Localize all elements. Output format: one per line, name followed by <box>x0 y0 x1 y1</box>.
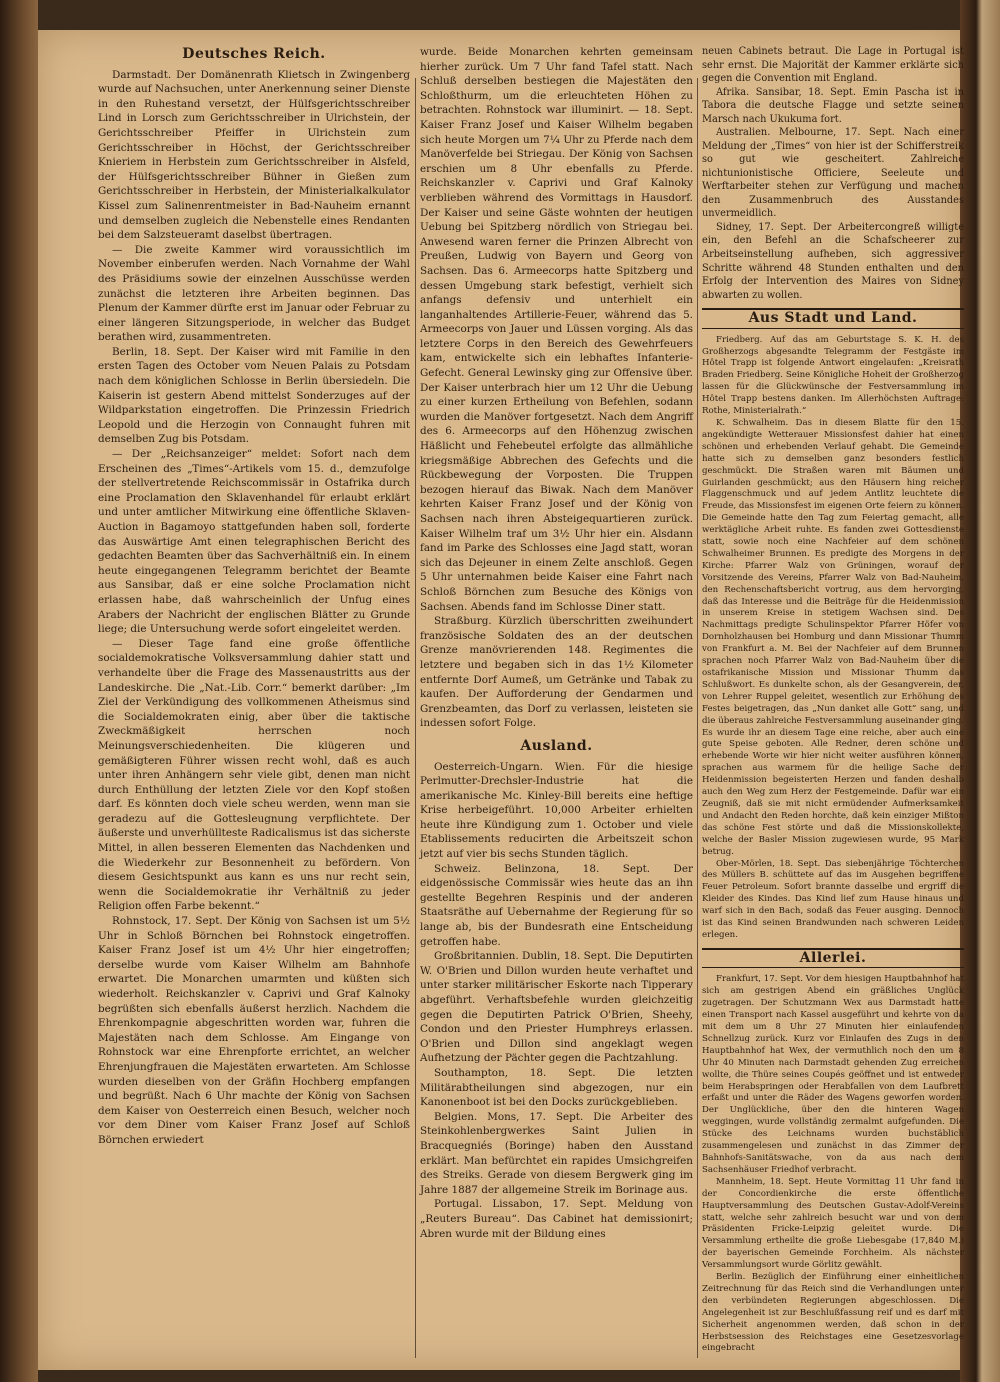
article-paragraph: Afrika. Sansibar, 18. Sept. Emin Pascha ist in Tabora die deutsche Flagge und setzte seinen Marsch nach Ukukuma fort. <box>702 86 964 125</box>
article-paragraph: Mannheim, 18. Sept. Heute Vormittag 11 Uhr fand in der Concordienkirche die erste öffentliche Hauptversammlung des Deutschen Gustav-Adolf-Vereins statt, welche sehr zahlreich besucht war und von dem Präsidenten Fricke-Leipzig geleitet wurde. Die Versammlung ertheilte die große Liebesgabe (17,840 M.) der bayerischen Gemeinde Forchheim. Als nächster Versammlungsort wurde Görlitz gewählt. <box>702 1176 964 1271</box>
article-paragraph: Friedberg. Auf das am Geburtstage S. K. H. des Großherzogs abgesandte Telegramm der Festgäste im Hôtel Trapp ist folgende Antwort eingelaufen: „Kreisrath Braden Friedberg. Seine Königliche Hoheit der Großherzog lassen für die Glückwünsche der Festversammlung im Hôtel Trapp bestens danken. Im Allerhöchsten Auftrage: Rothe, Ministerialrath.“ <box>702 334 964 417</box>
page-edge <box>960 0 1000 1382</box>
column-rule <box>697 78 698 1358</box>
column-2 <box>420 45 693 1241</box>
article-paragraph: K. Schwalheim. Das in diesem Blatte für den 15. angekündigte Wetterauer Missionsfest dahier hat einen schönen und erhebenden Verlauf gehabt. Die Gemeinde hatte sich zu demselben ganz besonders festlich geschmückt. Die Straßen waren mit Bäumen und Guirlanden geschmückt; aus den Häusern hing reicher Flaggenschmuck und auf jedem Antlitz leuchtete die Freude, das Missionsfest im eigenen Orte feiern zu können. Die Gemeinde hatte den Tag zum Feiertag gemacht, alle werktägliche Arbeit ruhte. Es fanden zwei Gottesdienste statt, sowie noch eine Nachfeier auf dem schönen Schwalheimer Brunnen. Es predigte des Morgens in der Kirche: Pfarrer Walz von Grüningen, worauf der Vorsitzende des Vereins, Pfarrer Walz von Bad-Nauheim, den Rechenschaftsbericht vortrug, aus dem hervorging, daß das Interesse und die Beiträge für die Heidenmission in unserem Kreise in stetigem Wachsen sind. Des Nachmittags predigte Schulinspektor Pfarrer Höfer von Dornholzhausen bei Homburg und dann Missionar Thumm von Frankfurt a. M. Bei der Nachfeier auf dem Brunnen sprachen noch Pfarrer Walz von Bad-Nauheim über die ostafrikanische Mission und Missionar Thumm das Schlußwort. Es dunkelte schon, als der Gesangverein, der, von Lehrer Ruppel geleitet, wesentlich zur Erhöhung des Festes beigetragen, das „Nun danket alle Gott“ sang, und die überaus zahlreiche Festversammlung auseinander ging. Es wurde ihr an diesem Tage eine reiche, aber auch eine gute Speise geboten. Alle Redner, deren schöne und erhebende Worte wir hier nicht weiter ausführen können, sprachen aus warmem für die heilige Sache der Heidenmission begeisterten Herzen und fanden deshalb auch den Weg zum Herz der Festgemeinde. Dafür war ein Zeugniß, daß sie mit nicht ermüdender Aufmerksamkeit und Andacht den Reden horchte, daß kein einziger Mißton das schöne Fest störte und daß die Missionskollekte, welche der Basler Mission zugewiesen wurde, 95 Mark betrug. <box>702 417 964 857</box>
heading-allerlei: Allerlei. <box>702 948 964 969</box>
heading-deutsches-reich: Deutsches Reich. <box>182 46 326 62</box>
article-paragraph: wurde. Beide Monarchen kehrten gemeinsam hierher zurück. Um 7 Uhr fand Tafel statt. Nach Schluß derselben bestiegen die Majestäten den Schloßthurm, um die erleuchteten Höhen zu betrachten. Rohnstock war illuminirt. — 18. Sept. Kaiser Franz Josef und Kaiser Wilhelm begaben sich heute Morgen um 7¼ Uhr zu Pferde nach dem Manöverfelde bei Striegau. Der König von Sachsen erschien um 8 Uhr ebenfalls zu Pferde. Reichskanzler v. Caprivi und Graf Kalnoky verblieben während des Vormittags in Hausdorf. Der Kaiser und seine Gäste wohnten der heutigen Uebung bei Spitzberg nördlich von Striegau bei. Anwesend waren ferner die Prinzen Albrecht von Preußen, Ludwig von Bayern und Georg von Sachsen. Das 6. Armeecorps hatte Spitzberg und dessen Umgebung stark befestigt, verhielt sich anfangs defensiv und unterhielt ein langanhaltendes Artillerie-Feuer, während das 5. Armeecorps von Jauer und Lüssen vorging. Als das letztere Corps in den Bereich des Gewehrfeuers kam, entwickelte sich ein lebhaftes Infanterie-Gefecht. General Lewinsky ging zur Offensive über. Der Kaiser unterbrach hier um 12 Uhr die Uebung zu einer kurzen Ertheilung von Befehlen, sodann wurden die Manöver fortgesetzt. Nach dem Angriff des 6. Armeecorps auf den Höhenzug zwischen Häßlicht und Fehebeutel erfolgte das allmähliche kriegsmäßige Abbrechen des Gefechts und die Rückbewegung der Vorposten. Die Truppen bezogen hierauf das Biwak. Nach dem Manöver kehrten Kaiser Franz Josef und der König von Sachsen nach ihren Absteigequartieren zurück. Kaiser Wilhelm traf um 3½ Uhr hier ein. Alsdann fand im Parke des Schlosses eine Jagd statt, woran sich das Dejeuner in einem Zelte anschloß. Gegen 5 Uhr unternahmen beide Kaiser eine Fahrt nach Schloß Börnchen zum Besuche des Königs von Sachsen. Abends fand im Schlosse Diner statt. <box>420 46 693 613</box>
book-spine <box>0 0 38 1382</box>
article-paragraph: — Der „Reichsanzeiger“ meldet: Sofort nach dem Erscheinen des „Times“-Artikels vom 15. d., demzufolge der stellvertretende Reichscommissär in Ostafrika durch eine Proclamation den Sklavenhandel für erlaubt erklärt und unter amtlicher Mitwirkung eine öffentliche Sklaven-Auction in Bagamoyo stattgefunden haben soll, forderte das Auswärtige Amt einen telegraphischen Bericht des gedachten Beamten über das Sachverhältniß ein. In einem heute eingegangenen Telegramm berichtet der Beamte aus Sansibar, daß er eine solche Proclamation nicht erlassen habe, daß wahrscheinlich der Unfug eines Arabers der Nachricht der englischen Blätter zu Grunde liege; die Untersuchung werde sofort eingeleitet werden. <box>98 448 410 636</box>
article-paragraph: Sidney, 17. Sept. Der Arbeitercongreß willigte ein, den Befehl an die Schafscheerer zur Arbeitseinstellung aufheben, sich aggressiver Schritte während 48 Stunden enthalten und den Erfolg der Intervention des Maires von Sidney abwarten zu wollen. <box>702 221 964 301</box>
column-3 <box>702 45 964 1355</box>
article-paragraph: Frankfurt, 17. Sept. Vor dem hiesigen Hauptbahnhof hat sich am gestrigen Abend ein gräßliches Unglück zugetragen. Der Schutzmann Wex aus Darmstadt hatte einen Transport nach Kassel ausgeführt und kehrte von da mit dem um 8 Uhr 27 Minuten hier einlaufenden Schnellzug zurück. Kurz vor Einlaufen des Zugs in den Hauptbahnhof hat Wex, der vermuthlich noch den um 8 Uhr 40 Minuten nach Darmstadt gehenden Zug erreichen wollte, die Thüre seines Coupés geöffnet und ist entweder beim Herabspringen oder Herabfallen von dem Laufbrett erfaßt und unter die Räder des Wagens geworfen worden. Der Unglückliche, über den die hinteren Wagen weggingen, wurde vollständig zermalmt aufgefunden. Die Stücke des Leichnams wurden buchstäblich zusammengelesen und zunächst in das Zimmer der Bahnhofs-Sanitätswache, von da aus nach dem Sachsenhäuser Friedhof verbracht. <box>702 974 964 1175</box>
article-paragraph: Darmstadt. Der Domänenrath Klietsch in Zwingenberg wurde auf Nachsuchen, unter Anerkennung seiner Dienste in den Ruhestand versetzt, der Hülfsgerichtsschreiber Lind in Lorsch zum Gerichtsschreiber in Ulrichstein, der Gerichtsschreiber Pfeiffer in Ulrichstein zum Gerichtsschreiber in Höchst, der Gerichtsschreiber Knieriem in Herbstein zum Gerichtsschreiber in Alsfeld, der Hülfsgerichtsschreiber Bühner in Gießen zum Gerichtsschreiber in Herbstein, der Ministerialkalkulator Kissel zum Salinenrentmeister in Bad-Nauheim ernannt und demselben zugleich die Nebenstelle eines Rendanten bei dem Salzsteueramt daselbst übertragen. <box>98 68 410 242</box>
heading-ausland: Ausland. <box>520 737 593 754</box>
article-paragraph: — Die zweite Kammer wird voraussichtlich im November einberufen werden. Nach Vornahme der Wahl des Präsidiums sowie der einzelnen Ausschüsse werden zunächst die letzteren ihre Arbeiten beginnen. Das Plenum der Kammer dürfte erst im Januar oder Februar zu einer längeren Sitzungsperiode, in welcher das Budget berathen wird, zusammentreten. <box>98 243 410 344</box>
article-paragraph: Belgien. Mons, 17. Sept. Die Arbeiter des Steinkohlenbergwerkes Saint Julien in Bracquegniés (Boringe) haben den Ausstand erklärt. Man befürchtet ein rapides Umsichgreifen des Streiks. Gerade von diesem Bergwerk ging im Jahre 1887 der allgemeine Streik im Borinage aus. <box>420 1110 693 1196</box>
article-paragraph: Schweiz. Belinzona, 18. Sept. Der eidgenössische Commissär wies heute das an ihn gestellte Begehren Respinis und der anderen Staatsräthe auf Uebernahme der Regierung für so lange ab, bis der Bundesrath eine Entscheidung getroffen habe. <box>420 862 693 948</box>
article-paragraph: Großbritannien. Dublin, 18. Sept. Die Deputirten W. O'Brien und Dillon wurden heute verhaftet und unter starker militärischer Eskorte nach Tipperary abgeführt. Verhaftsbefehle wurden gleichzeitig gegen die Deputirten Patrick O'Brien, Sheehy, Condon und den Priester Humphreys erlassen. O'Brien und Dillon sind angeklagt wegen Aufhetzung der Pächter gegen die Pachtzahlung. <box>420 950 693 1065</box>
article-paragraph: Australien. Melbourne, 17. Sept. Nach einer Meldung der „Times“ von hier ist der Schifferstreik so gut wie gescheitert. Zahlreiche nichtunionistische Officiere, Seeleute und Werftarbeiter stehen zur Verfügung und machen den Zusammenbruch des Ausstandes unvermeidlich. <box>702 127 964 220</box>
heading-aus-stadt-und-land: Aus Stadt und Land. <box>702 308 964 329</box>
article-paragraph: Straßburg. Kürzlich überschritten zweihundert französische Soldaten des an der deutschen Grenze manövrierenden 148. Regimentes die letztere und begaben sich in das 1½ Kilometer entfernte Dorf Aumeß, um Getränke und Tabak zu kaufen. Der Aufforderung der Gendarmen und Grenzbeamten, das Dorf zu verlassen, leisteten sie indessen sofort Folge. <box>420 615 693 730</box>
article-paragraph: Berlin. Bezüglich der Einführung einer einheitlichen Zeitrechnung für das Reich sind die Verhandlungen unter den verbündeten Regierungen abgeschlossen. Die Angelegenheit ist zur Beschlußfassung reif und es darf mit Sicherheit angenommen werden, daß schon in der Herbstsession des Reichstages eine Gesetzesvorlage eingebracht <box>702 1272 964 1354</box>
article-paragraph: Oesterreich-Ungarn. Wien. Für die hiesige Perlmutter-Drechsler-Industrie hat die amerikanische Mc. Kinley-Bill bereits eine heftige Krise herbeigeführt. 10,000 Arbeiter erhielten heute ihre Kündigung zum 1. October und viele Etablissements reducirten die Arbeitszeit schon jetzt auf vier bis sechs Stunden täglich. <box>420 760 693 861</box>
column-1 <box>98 45 410 1148</box>
article-paragraph: Southampton, 18. Sept. Die letzten Militärabtheilungen sind abgezogen, nur ein Kanonenboot ist bei den Docks zurückgeblieben. <box>420 1066 693 1109</box>
article-paragraph: Ober-Mörlen, 18. Sept. Das siebenjährige Töchterchen des Müllers B. schüttete auf das im Ausgehen begriffene Feuer Petroleum. Sofort brannte dasselbe und ergriff die Kleider des Kindes. Das Kind lief zum Hause hinaus und warf sich in den Bach, sodaß das Feuer ausging. Dennoch ist das Kind seinen Brandwunden nach schweren Leiden erlegen. <box>702 858 964 940</box>
article-paragraph: Rohnstock, 17. Sept. Der König von Sachsen ist um 5½ Uhr in Schloß Börnchen bei Rohnstock eingetroffen. Kaiser Franz Josef ist um 4½ Uhr hier eingetroffen; derselbe wurde vom Kaiser Wilhelm am Bahnhofe erwartet. Die Monarchen umarmten und küßten sich wiederholt. Reichskanzler v. Caprivi und Graf Kalnoky begrüßten sich ebenfalls äußerst herzlich. Nachdem die Ehrenkompagnie abgeschritten worden war, fuhren die Majestäten nach dem Schlosse. Am Eingange von Rohnstock war eine Ehrenpforte errichtet, an welcher Ehrenjungfrauen die Majestäten erwarteten. Am Schlosse wurden dieselben von der Gräfin Hochberg empfangen und begrüßt. Nach 6 Uhr machte der König von Sachsen dem Kaiser von Oesterreich einen Besuch, welcher noch vor dem Diner vom Kaiser Franz Josef auf Schloß Börnchen erwiedert <box>98 915 410 1146</box>
article-paragraph: Berlin, 18. Sept. Der Kaiser wird mit Familie in den ersten Tagen des October vom Neuen Palais zu Potsdam nach dem königlichen Schlosse in Berlin übersiedeln. Die Kaiserin ist gestern Abend mittelst Sonderzuges auf der Wildparkstation eingetroffen. Die Prinzessin Friedrich Leopold und die Herzogin von Connaught fuhren mit demselben Zug bis Potsdam. <box>98 345 410 446</box>
article-paragraph: Portugal. Lissabon, 17. Sept. Meldung von „Reuters Bureau“. Das Cabinet hat demissionirt; Abren wurde mit der Bildung eines <box>420 1198 693 1240</box>
article-paragraph: neuen Cabinets betraut. Die Lage in Portugal ist sehr ernst. Die Majorität der Kammer erklärte sich gegen die Convention mit England. <box>702 46 964 85</box>
article-paragraph: — Dieser Tage fand eine große öffentliche socialdemokratische Volksversammlung dahier statt und verhandelte über die Frage des Massenaustritts aus der Landeskirche. Die „Nat.-Lib. Corr.“ bemerkt darüber: „Im Ziel der Verkündigung des vollkommenen Atheismus sind die Socialdemokraten einig, aber über die taktische Zweckmäßigkeit herrschen noch Meinungsverschiedenheiten. Die klügeren und gemäßigteren Führer wissen recht wohl, daß es auch unter ihren Anhängern sehr viele gibt, denen man nicht durch Enthüllung der letzten Ziele vor den Kopf stoßen darf. Es könnten doch viele scheu werden, wenn man sie geradezu auf die Gottesleugnung verpflichtete. Der äußerste und unverhüllteste Radicalismus ist das sicherste Mittel, in allen besseren Elementen das Nachdenken und die Wiederkehr zur Besonnenheit zu befördern. Von diesem Gesichtspunkt aus kann es uns nur recht sein, wenn die Socialdemokratie ihr Verhältniß zu jeder Religion offen Farbe bekennt.“ <box>98 637 410 913</box>
column-rule <box>415 78 416 1358</box>
